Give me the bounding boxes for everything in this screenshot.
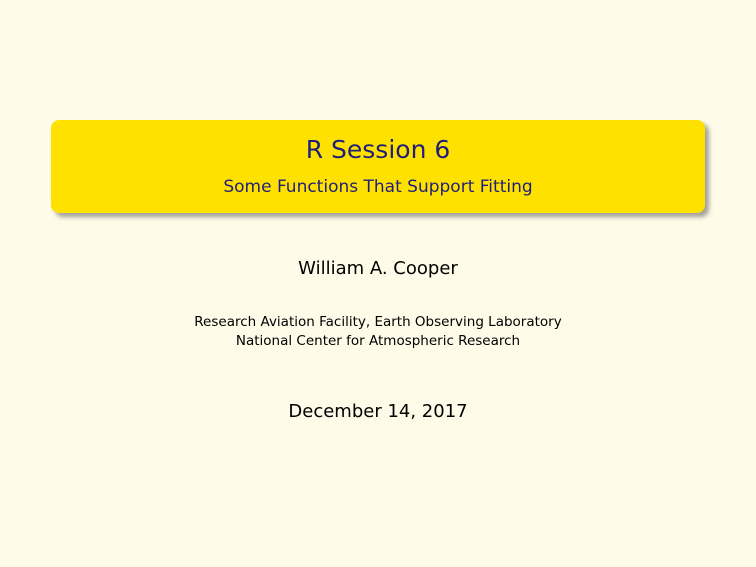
slide-title: R Session 6 (305, 135, 451, 164)
institute-block (0, 313, 756, 351)
title-box (51, 120, 705, 213)
institute-line-1: Research Aviation Facility, Earth Observing Laboratory (194, 314, 562, 330)
institute-line-2: National Center for Atmospheric Research (235, 333, 521, 349)
presentation-date: December 14, 2017 (288, 401, 468, 422)
author-name: William A. Cooper (298, 258, 458, 279)
slide-subtitle: Some Functions That Support Fitting (223, 177, 533, 197)
